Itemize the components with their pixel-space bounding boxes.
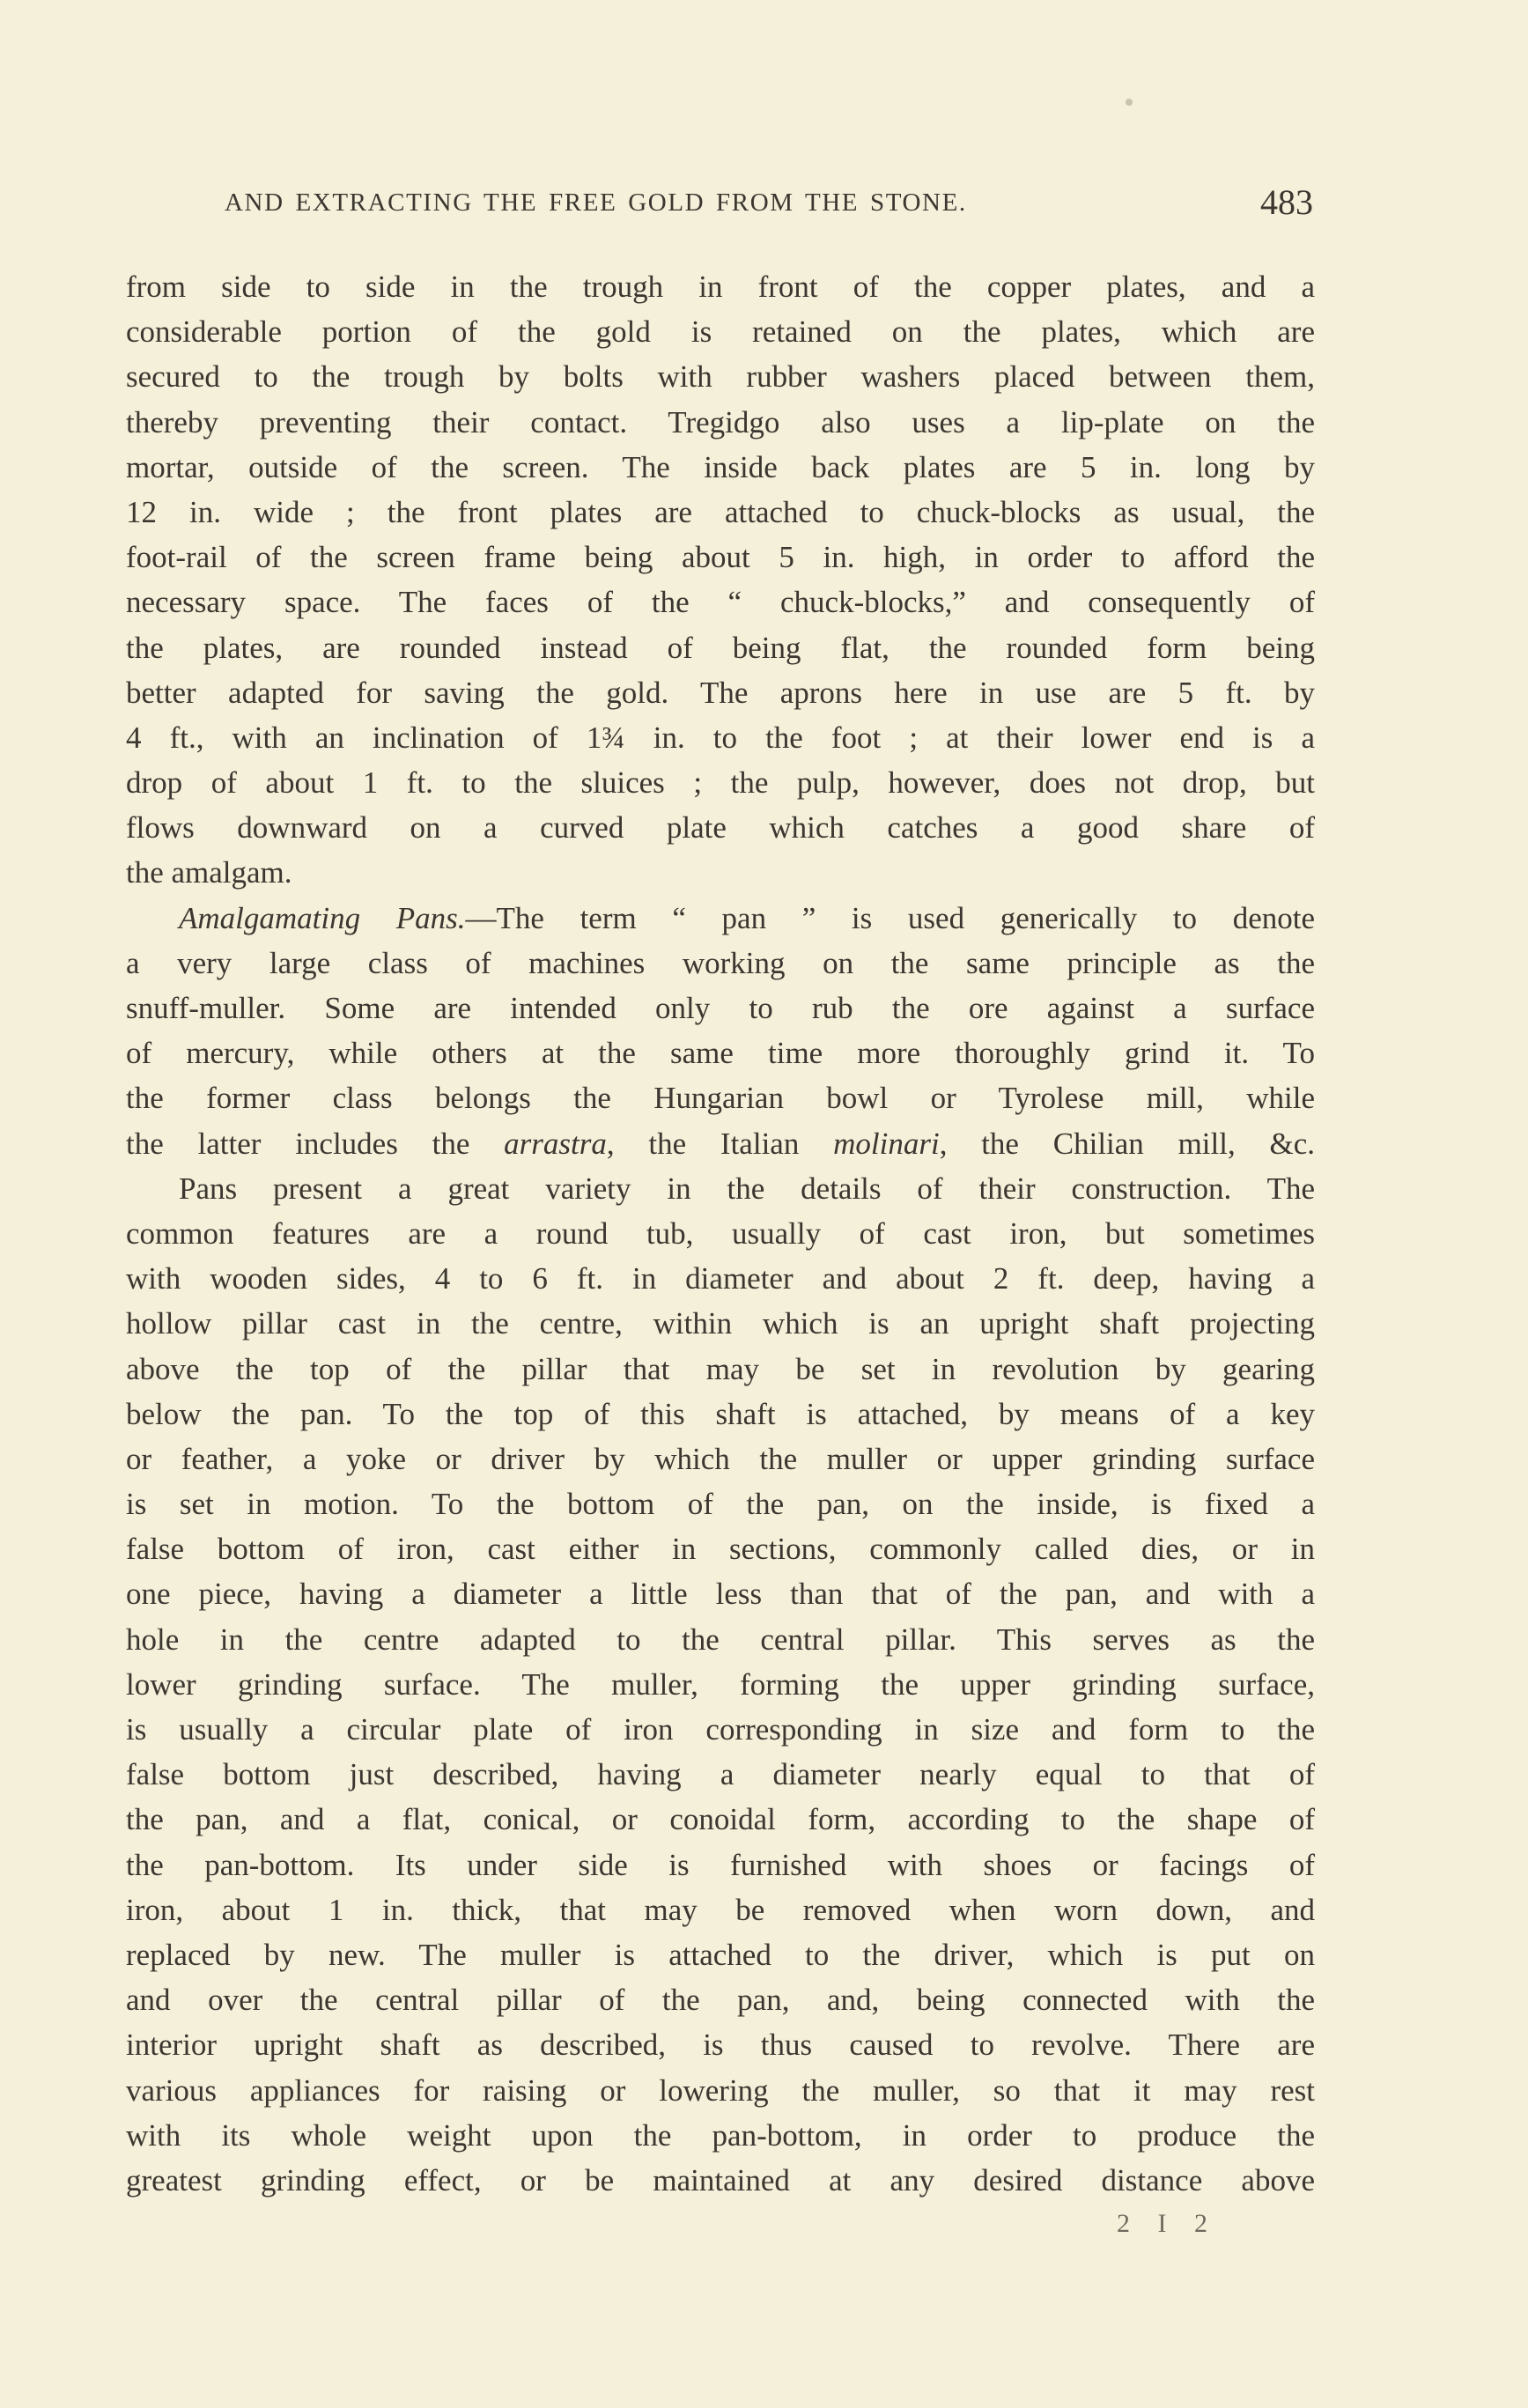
text-line: [126, 625, 1315, 670]
text-line: [126, 670, 1315, 715]
text-line: [126, 264, 1315, 309]
text-segment: drop of about 1 ft. to the sluices ; the pulp, however, does not drop, but: [126, 765, 1315, 801]
text-segment: is set in motion. To the bottom of the pan, on the inside, is fixed a: [126, 1487, 1315, 1522]
text-line: [126, 354, 1315, 399]
text-segment: iron, about 1 in. thick, that may be removed when worn down, and: [126, 1892, 1315, 1927]
text-segment: —The term “ pan ” is used generically to denote: [465, 900, 1316, 935]
text-line: [126, 1617, 1315, 1662]
text-segment: of mercury, while others at the same time more thoroughly grind it. To: [126, 1036, 1315, 1071]
text-segment: hollow pillar cast in the centre, within which is an upright shaft projecting: [126, 1306, 1315, 1341]
body-text: [126, 264, 1315, 2203]
text-segment: below the pan. To the top of this shaft is attached, by means of a key: [126, 1396, 1315, 1431]
text-line: [126, 1752, 1315, 1797]
text-segment: the pan, and a flat, conical, or conoidal form, according to the shape of: [126, 1802, 1315, 1837]
text-segment: various appliances for raising or lowering the muller, so that it may rest: [126, 2072, 1315, 2108]
text-line: [126, 580, 1315, 624]
text-segment: false bottom just described, having a diameter nearly equal to that of: [126, 1757, 1315, 1792]
text-line: [126, 2158, 1315, 2203]
text-segment: lower grinding surface. The muller, forming the upper grinding surface,: [126, 1666, 1315, 1702]
text-line: [126, 1571, 1315, 1616]
text-line: [126, 760, 1315, 805]
text-line: [126, 1526, 1315, 1571]
text-line: [126, 400, 1315, 445]
running-head: [225, 181, 1313, 225]
text-segment: snuff-muller. Some are intended only to rub the ore against a surface: [126, 991, 1315, 1025]
text-line: [126, 2113, 1315, 2158]
text-segment: hole in the centre adapted to the central pillar. This serves as the: [126, 1621, 1315, 1657]
text-line: [126, 535, 1315, 580]
text-segment: 12 in. wide ; the front plates are attached to chuck-blocks as usual, the: [126, 494, 1315, 529]
text-segment: or feather, a yoke or driver by which the muller or upper grinding surface: [126, 1441, 1315, 1476]
text-segment: a very large class of machines working on the same principle as the: [126, 945, 1315, 980]
text-segment: is usually a circular plate of iron corresponding in size and form to the: [126, 1712, 1315, 1747]
text-line: [126, 850, 1315, 895]
text-segment: mortar, outside of the screen. The inside back plates are 5 in. long by: [126, 449, 1315, 484]
text-line: [126, 1843, 1315, 1887]
running-title: AND EXTRACTING THE FREE GOLD FROM THE STONE.: [225, 188, 967, 217]
signature-mark: 2 I 2: [1117, 2209, 1218, 2238]
text-segment: the amalgam.: [126, 855, 292, 890]
text-segment: one piece, having a diameter a little less than that of the pan, and with a: [126, 1577, 1315, 1612]
text-segment: interior upright shaft as described, is thus caused to revolve. There are: [126, 2028, 1315, 2063]
text-segment: and over the central pillar of the pan, and, being connected with the: [126, 1983, 1315, 2018]
text-line: [126, 1392, 1315, 1437]
text-line: [126, 941, 1315, 986]
text-line: [126, 1211, 1315, 1256]
text-segment: the plates, are rounded instead of being flat, the rounded form being: [126, 630, 1315, 665]
text-line: [126, 986, 1315, 1030]
text-line: [126, 1707, 1315, 1752]
text-line: [126, 1256, 1315, 1301]
page-number: 483: [1260, 182, 1313, 222]
text-segment: , the Italian: [606, 1126, 834, 1161]
text-line: [126, 445, 1315, 490]
text-line: [126, 896, 1315, 941]
text-segment: the former class belongs the Hungarian bowl or Tyrolese mill, while: [126, 1081, 1315, 1116]
text-segment: the pan-bottom. Its under side is furnished with shoes or facings of: [126, 1847, 1315, 1882]
text-line: [126, 1977, 1315, 2022]
text-line: [126, 2068, 1315, 2113]
text-line: [126, 1437, 1315, 1481]
text-segment: Pans present a great variety in the details of their construction. The: [179, 1171, 1315, 1206]
text-segment: greatest grinding effect, or be maintained at any desired distance above: [126, 2162, 1315, 2197]
text-segment: above the top of the pillar that may be set in revolution by gearing: [126, 1351, 1315, 1386]
text-line: [126, 1887, 1315, 1932]
text-line: [126, 2022, 1315, 2067]
text-segment: foot-rail of the screen frame being about 5 in. high, in order to afford the: [126, 540, 1315, 575]
text-segment: thereby preventing their contact. Tregidgo also uses a lip-plate on the: [126, 404, 1315, 439]
text-segment: , the Chilian mill, &c.: [939, 1126, 1315, 1161]
text-line: [126, 1121, 1315, 1166]
italic-text: arrastra: [504, 1126, 607, 1161]
text-line: [126, 1166, 1315, 1211]
text-line: [126, 1075, 1315, 1120]
text-segment: common features are a round tub, usually of cast iron, but sometimes: [126, 1215, 1315, 1251]
text-segment: false bottom of iron, cast either in sections, commonly called dies, or in: [126, 1532, 1315, 1567]
text-line: [126, 1347, 1315, 1392]
italic-text: Amalgamating Pans.: [179, 900, 466, 935]
text-line: [126, 1797, 1315, 1842]
paper-speck: [1126, 99, 1133, 106]
text-segment: secured to the trough by bolts with rubber washers placed between them,: [126, 359, 1315, 395]
text-line: [126, 1662, 1315, 1707]
text-line: [126, 715, 1315, 760]
text-segment: considerable portion of the gold is retained on the plates, which are: [126, 314, 1315, 350]
text-line: [126, 1030, 1315, 1075]
text-segment: the latter includes the: [126, 1126, 505, 1161]
text-line: [126, 1301, 1315, 1346]
text-line: [126, 805, 1315, 850]
text-line: [126, 1481, 1315, 1526]
text-line: [126, 490, 1315, 535]
text-segment: flows downward on a curved plate which catches a good share of: [126, 810, 1315, 846]
text-line: [126, 309, 1315, 354]
text-segment: 4 ft., with an inclination of 1¾ in. to the foot ; at their lower end is a: [126, 720, 1315, 755]
text-segment: with wooden sides, 4 to 6 ft. in diameter and about 2 ft. deep, having a: [126, 1261, 1315, 1296]
text-segment: replaced by new. The muller is attached to the driver, which is put on: [126, 1937, 1315, 1972]
italic-text: molinari: [833, 1126, 940, 1161]
text-segment: with its whole weight upon the pan-bottom, in order to produce the: [126, 2117, 1315, 2153]
text-segment: better adapted for saving the gold. The aprons here in use are 5 ft. by: [126, 675, 1315, 710]
text-line: [126, 1932, 1315, 1977]
text-segment: from side to side in the trough in front of the copper plates, and a: [126, 270, 1315, 304]
text-segment: necessary space. The faces of the “ chuck-blocks,” and consequently of: [126, 585, 1315, 620]
